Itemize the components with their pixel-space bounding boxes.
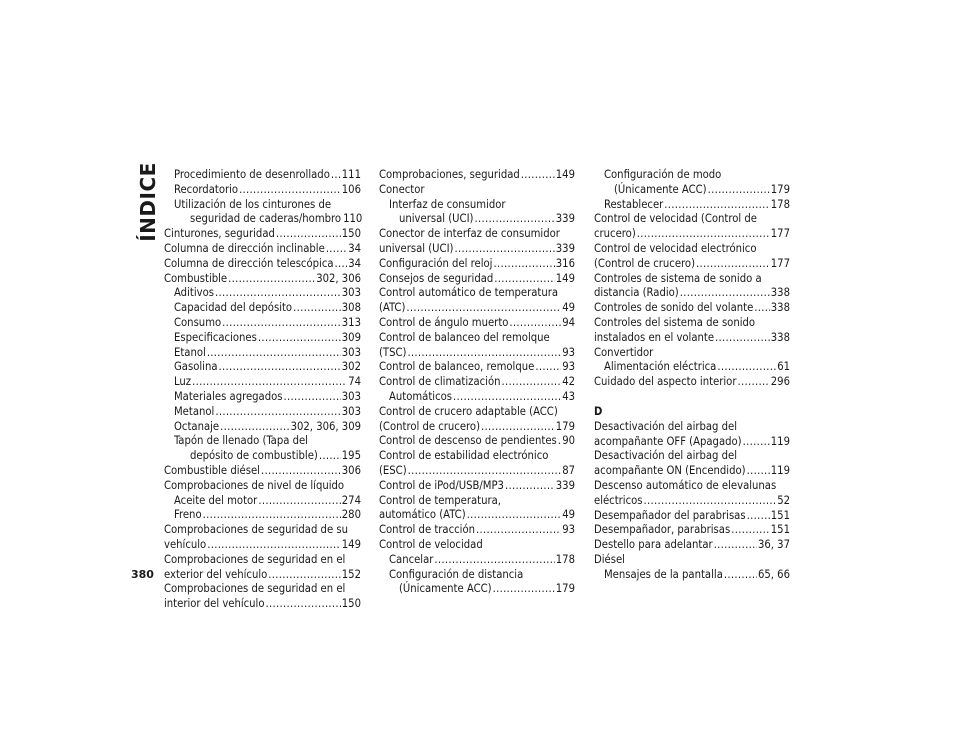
index-entry bbox=[594, 523, 790, 538]
index-entry-text: vehículo bbox=[164, 537, 207, 551]
dot-leader bbox=[754, 301, 770, 316]
dot-leader bbox=[268, 568, 340, 583]
index-entry-page: 49 bbox=[562, 301, 575, 315]
index-entry-text: Procedimiento de desenrollado bbox=[174, 168, 330, 181]
index-entry bbox=[164, 212, 361, 227]
dot-leader bbox=[535, 360, 561, 375]
index-entry-text: Control de tracción bbox=[379, 523, 475, 537]
index-entry bbox=[379, 316, 575, 331]
index-entry-page: 309 bbox=[341, 330, 361, 344]
index-entry bbox=[164, 286, 361, 301]
index-entry bbox=[594, 509, 790, 524]
index-entry-text: Comprobaciones de seguridad de su bbox=[164, 523, 348, 537]
index-entry-text: Gasolina bbox=[174, 360, 218, 374]
dot-leader bbox=[219, 360, 341, 375]
index-entry bbox=[379, 360, 575, 375]
index-entry-text: (Únicamente ACC) bbox=[614, 182, 707, 196]
dot-leader bbox=[408, 464, 562, 479]
index-entry-text: (Control de crucero) bbox=[379, 419, 481, 433]
index-entry-text: Destello para adelantar bbox=[594, 538, 713, 552]
index-entry bbox=[379, 449, 575, 464]
index-entry-page: 36, 37 bbox=[757, 538, 790, 552]
index-entry bbox=[379, 227, 575, 242]
dot-leader bbox=[319, 449, 341, 464]
index-entry bbox=[379, 168, 575, 183]
index-entry-text: Control de ángulo muerto bbox=[379, 315, 509, 329]
index-entry bbox=[379, 434, 575, 449]
index-entry-page: 280 bbox=[341, 508, 361, 522]
dot-leader bbox=[737, 375, 769, 390]
dot-leader bbox=[509, 316, 561, 331]
index-entry-text: (ESC) bbox=[379, 463, 407, 477]
index-column-3 bbox=[594, 168, 790, 583]
index-entry bbox=[379, 508, 575, 523]
dot-leader bbox=[717, 360, 776, 375]
index-entry-page: 65, 66 bbox=[757, 567, 790, 581]
index-entry bbox=[379, 420, 575, 435]
dot-leader bbox=[644, 494, 777, 509]
index-entry bbox=[164, 390, 361, 405]
page-number: 380 bbox=[131, 568, 154, 581]
index-entry bbox=[594, 449, 790, 464]
index-entry bbox=[164, 405, 361, 420]
index-entry bbox=[164, 272, 361, 287]
index-entry-text: universal (UCI) bbox=[379, 241, 454, 255]
index-entry-page: 90 bbox=[562, 434, 575, 448]
dot-leader bbox=[266, 597, 341, 612]
index-entry bbox=[379, 198, 575, 213]
index-entry-page: 93 bbox=[562, 345, 575, 359]
index-entry bbox=[164, 508, 361, 523]
index-entry bbox=[379, 286, 575, 301]
index-entry bbox=[594, 212, 790, 227]
index-entry bbox=[594, 346, 790, 361]
index-entry bbox=[379, 479, 575, 494]
index-entry-page: 149 bbox=[555, 271, 575, 285]
index-entry-page: 119 bbox=[770, 434, 790, 448]
index-entry-text: Controles de sistema de sonido a bbox=[594, 271, 762, 285]
index-entry-text: Utilización de los cinturones de bbox=[174, 197, 332, 211]
dot-leader bbox=[222, 316, 341, 331]
index-entry-text: Freno bbox=[174, 508, 202, 522]
index-entry bbox=[594, 227, 790, 242]
index-entry-page: 306 bbox=[341, 463, 361, 477]
dot-leader bbox=[228, 272, 315, 287]
index-entry-page: 177 bbox=[770, 227, 790, 241]
index-entry-page: 178 bbox=[770, 197, 790, 211]
index-entry-text: Control de balanceo del remolque bbox=[379, 330, 550, 344]
index-entry-text: Diésel bbox=[594, 552, 625, 566]
index-entry-text: Comprobaciones de nivel de líquido bbox=[164, 478, 345, 492]
index-entry bbox=[594, 375, 790, 390]
index-entry-text: Controles de sonido del volante bbox=[594, 301, 754, 315]
index-entry-text: (Control de crucero) bbox=[594, 256, 696, 270]
index-column-2 bbox=[379, 168, 575, 597]
dot-leader bbox=[714, 538, 757, 553]
index-entry-page: 313 bbox=[341, 315, 361, 329]
index-entry bbox=[164, 375, 361, 390]
index-entry-page: 195 bbox=[341, 449, 361, 463]
index-entry-text: Aditivos bbox=[174, 286, 214, 300]
index-entry bbox=[164, 360, 361, 375]
index-entry bbox=[379, 272, 575, 287]
index-entry-text: Cuidado del aspecto interior bbox=[594, 375, 737, 389]
index-entry bbox=[594, 360, 790, 375]
index-entry bbox=[379, 582, 575, 597]
index-entry-text: seguridad de caderas/hombro bbox=[190, 212, 342, 226]
dot-leader bbox=[715, 331, 770, 346]
index-entry-page: 338 bbox=[770, 330, 790, 344]
index-entry bbox=[379, 494, 575, 509]
index-entry-text: Configuración de distancia bbox=[389, 567, 524, 581]
index-entry-text: Cancelar bbox=[389, 552, 434, 566]
dot-leader bbox=[467, 508, 562, 523]
index-entry bbox=[594, 553, 790, 568]
index-entry-page: 87 bbox=[562, 463, 575, 477]
index-entry bbox=[594, 242, 790, 257]
index-entry-page: 303 bbox=[341, 345, 361, 359]
index-entry bbox=[164, 346, 361, 361]
index-entry-page: 149 bbox=[341, 537, 361, 551]
index-entry-text: interior del vehículo bbox=[164, 597, 265, 611]
dot-leader bbox=[407, 346, 561, 361]
dot-leader bbox=[747, 464, 770, 479]
index-entry-text: Recordatorio bbox=[174, 182, 239, 196]
index-entry bbox=[164, 449, 361, 464]
index-entry bbox=[594, 568, 790, 583]
index-entry bbox=[594, 272, 790, 287]
index-entry-text: Cinturones, seguridad bbox=[164, 227, 275, 241]
dot-leader bbox=[215, 405, 340, 420]
dot-leader bbox=[215, 286, 341, 301]
index-entry bbox=[379, 242, 575, 257]
index-entry-text: Mensajes de la pantalla bbox=[604, 567, 723, 581]
index-entry-page: 42 bbox=[562, 375, 575, 389]
dot-leader bbox=[493, 582, 555, 597]
dot-leader bbox=[258, 494, 340, 509]
dot-leader bbox=[476, 523, 561, 538]
index-entry-text: Comprobaciones de seguridad en el bbox=[164, 582, 346, 596]
index-entry-text: instalados en el volante bbox=[594, 330, 715, 344]
index-entry-text: Conector bbox=[379, 182, 425, 196]
index-entry-page: 93 bbox=[562, 523, 575, 537]
index-entry-text: Automáticos bbox=[389, 389, 453, 403]
index-entry-page: 308 bbox=[341, 301, 361, 315]
dot-leader bbox=[261, 464, 341, 479]
index-entry-page: 179 bbox=[555, 419, 575, 433]
index-entry-page: 74 bbox=[348, 375, 361, 389]
index-entry bbox=[164, 568, 361, 583]
dot-leader bbox=[207, 346, 341, 361]
dot-leader bbox=[747, 509, 770, 524]
index-entry-text: acompañante OFF (Apagado) bbox=[594, 434, 742, 448]
dot-leader bbox=[474, 212, 554, 227]
index-entry bbox=[594, 286, 790, 301]
index-entry-text: Luz bbox=[174, 375, 192, 389]
index-entry-text: Control de velocidad bbox=[379, 537, 483, 551]
dot-leader bbox=[521, 168, 555, 183]
index-entry-text: (ATC) bbox=[379, 301, 406, 315]
index-entry-text: Control de estabilidad electrónico bbox=[379, 449, 549, 463]
dot-leader bbox=[192, 375, 347, 390]
index-entry bbox=[379, 212, 575, 227]
index-entry bbox=[164, 331, 361, 346]
index-entry-text: distancia (Radio) bbox=[594, 286, 679, 300]
index-entry-page: 302, 306 bbox=[316, 271, 361, 285]
index-entry-page: 274 bbox=[341, 493, 361, 507]
index-entry bbox=[164, 523, 361, 538]
index-entry-page: 61 bbox=[777, 360, 790, 374]
index-entry-page: 338 bbox=[770, 301, 790, 315]
index-entry-text: Desempañador, parabrisas bbox=[594, 523, 731, 537]
index-entry-page: 179 bbox=[555, 582, 575, 596]
index-entry-text: acompañante ON (Encendido) bbox=[594, 464, 746, 478]
index-entry-page: 150 bbox=[341, 597, 361, 611]
index-entry-page: 316 bbox=[555, 256, 575, 270]
index-letter-heading bbox=[594, 405, 790, 420]
index-entry bbox=[594, 316, 790, 331]
index-entry-text: universal (UCI) bbox=[399, 212, 474, 226]
index-entry-page: 338 bbox=[770, 286, 790, 300]
index-entry-text: Desactivación del airbag del bbox=[594, 449, 738, 463]
index-entry bbox=[379, 553, 575, 568]
index-entry-page: 296 bbox=[770, 375, 790, 389]
index-entry bbox=[379, 301, 575, 316]
dot-leader bbox=[239, 183, 341, 198]
index-entry-text: Conector de interfaz de consumidor bbox=[379, 227, 560, 241]
index-entry-text: Columna de dirección telescópica bbox=[164, 256, 334, 270]
index-entry-text: (Únicamente ACC) bbox=[399, 582, 492, 596]
index-entry-text: eléctricos bbox=[594, 493, 643, 507]
dot-leader bbox=[203, 508, 341, 523]
index-entry-page: 303 bbox=[341, 286, 361, 300]
index-entry-page: 302 bbox=[341, 360, 361, 374]
index-entry-text: Desempañador del parabrisas bbox=[594, 508, 746, 522]
index-entry bbox=[379, 331, 575, 346]
index-entry bbox=[594, 198, 790, 213]
index-entry-page: 152 bbox=[341, 567, 361, 581]
index-entry-text: Combustible diésel bbox=[164, 463, 260, 477]
index-entry bbox=[164, 198, 361, 213]
dot-leader bbox=[558, 434, 561, 449]
index-entry bbox=[164, 434, 361, 449]
index-entry-page: 303 bbox=[341, 404, 361, 418]
index-entry-text: crucero) bbox=[594, 227, 636, 241]
index-entry bbox=[164, 420, 361, 435]
index-entry-page: 94 bbox=[562, 315, 575, 329]
index-entry bbox=[379, 375, 575, 390]
index-entry bbox=[164, 227, 361, 242]
index-entry-page: 52 bbox=[777, 493, 790, 507]
index-column-1 bbox=[164, 168, 361, 612]
index-entry-text: Materiales agregados bbox=[174, 389, 283, 403]
index-entry-page: 49 bbox=[562, 508, 575, 522]
dot-leader bbox=[724, 568, 757, 583]
index-entry bbox=[164, 242, 361, 257]
index-entry-page: 34 bbox=[348, 256, 361, 270]
index-entry-text: depósito de combustible) bbox=[190, 449, 318, 463]
dot-leader bbox=[331, 168, 341, 183]
index-entry-text: Combustible bbox=[164, 271, 228, 285]
index-entry bbox=[164, 168, 361, 183]
index-entry bbox=[164, 301, 361, 316]
index-entry bbox=[164, 597, 361, 612]
index-entry-page: 339 bbox=[555, 478, 575, 492]
index-entry-page: 339 bbox=[555, 212, 575, 226]
index-entry-text: Etanol bbox=[174, 345, 206, 359]
index-entry bbox=[164, 479, 361, 494]
index-gap bbox=[594, 390, 790, 405]
index-entry-page: 43 bbox=[562, 389, 575, 403]
index-entry-text: Octanaje bbox=[174, 419, 220, 433]
dot-leader bbox=[326, 242, 347, 257]
index-entry-text: Convertidor bbox=[594, 345, 654, 359]
index-entry-text: Control de velocidad electrónico bbox=[594, 241, 757, 255]
index-entry-text: Descenso automático de elevalunas bbox=[594, 478, 777, 492]
index-entry-text: automático (ATC) bbox=[379, 508, 466, 522]
index-entry-text: Configuración de modo bbox=[604, 168, 722, 181]
index-entry-text: Control de crucero adaptable (ACC) bbox=[379, 404, 558, 418]
index-entry-text: Aceite del motor bbox=[174, 493, 258, 507]
index-entry bbox=[594, 479, 790, 494]
index-entry bbox=[164, 316, 361, 331]
index-entry-page: 303 bbox=[341, 389, 361, 403]
index-entry bbox=[594, 435, 790, 450]
index-entry-text: Columna de dirección inclinable bbox=[164, 241, 325, 255]
index-entry bbox=[594, 301, 790, 316]
index-entry bbox=[594, 538, 790, 553]
dot-leader bbox=[335, 257, 348, 272]
index-entry-page: 119 bbox=[770, 464, 790, 478]
index-entry-text: Consejos de seguridad bbox=[379, 271, 494, 285]
index-entry-text: Alimentación eléctrica bbox=[604, 360, 717, 374]
index-entry-page: 177 bbox=[770, 256, 790, 270]
index-entry-page: 149 bbox=[555, 168, 575, 181]
dot-leader bbox=[258, 331, 341, 346]
index-entry-text: Controles del sistema de sonido bbox=[594, 315, 756, 329]
index-entry bbox=[379, 464, 575, 479]
dot-leader bbox=[453, 390, 561, 405]
index-entry-text: Control de climatización bbox=[379, 375, 501, 389]
index-entry-text: Desactivación del airbag del bbox=[594, 419, 738, 433]
dot-leader bbox=[505, 479, 555, 494]
dot-leader bbox=[481, 420, 555, 435]
index-entry bbox=[594, 331, 790, 346]
dot-leader bbox=[664, 198, 769, 213]
index-entry-text: Control de iPod/USB/MP3 bbox=[379, 478, 504, 492]
index-entry bbox=[594, 420, 790, 435]
dot-leader bbox=[493, 257, 554, 272]
index-entry-text: Control automático de temperatura bbox=[379, 286, 559, 300]
index-entry-text: Control de temperatura, bbox=[379, 493, 501, 507]
index-entry-text: Configuración del reloj bbox=[379, 256, 493, 270]
index-entry-page: 106 bbox=[341, 182, 361, 196]
section-title-text: ÍNDICE bbox=[136, 162, 160, 242]
index-entry bbox=[594, 494, 790, 509]
index-entry-text: D bbox=[594, 404, 603, 418]
index-entry bbox=[379, 257, 575, 272]
dot-leader bbox=[731, 523, 770, 538]
dot-leader bbox=[708, 183, 770, 198]
index-entry-text: Restablecer bbox=[604, 197, 664, 211]
dot-leader bbox=[220, 420, 289, 435]
dot-leader bbox=[406, 301, 561, 316]
index-entry bbox=[379, 183, 575, 198]
index-entry-page: 150 bbox=[341, 227, 361, 241]
index-entry-text: Especificaciones bbox=[174, 330, 257, 344]
index-entry bbox=[164, 464, 361, 479]
index-entry-page: 151 bbox=[770, 508, 790, 522]
dot-leader bbox=[696, 257, 770, 272]
index-entry-text: Consumo bbox=[174, 315, 222, 329]
index-entry-page: 111 bbox=[341, 168, 361, 181]
index-entry bbox=[164, 582, 361, 597]
index-entry bbox=[594, 168, 790, 183]
dot-leader bbox=[637, 227, 770, 242]
index-entry bbox=[379, 538, 575, 553]
dot-leader bbox=[276, 227, 341, 242]
index-entry bbox=[164, 538, 361, 553]
index-entry bbox=[164, 494, 361, 509]
index-entry bbox=[379, 346, 575, 361]
index-entry bbox=[164, 183, 361, 198]
dot-leader bbox=[207, 538, 341, 553]
index-entry bbox=[594, 257, 790, 272]
dot-leader bbox=[454, 242, 554, 257]
index-entry bbox=[594, 464, 790, 479]
index-entry-text: Control de velocidad (Control de bbox=[594, 212, 757, 226]
index-entry bbox=[379, 523, 575, 538]
index-entry-page: 178 bbox=[555, 552, 575, 566]
dot-leader bbox=[494, 272, 555, 287]
index-entry-text: Control de descenso de pendientes bbox=[379, 434, 557, 448]
index-entry-text: Comprobaciones de seguridad en el bbox=[164, 552, 346, 566]
index-entry-page: 93 bbox=[562, 360, 575, 374]
index-entry-text: Interfaz de consumidor bbox=[389, 197, 506, 211]
index-entry-text: (TSC) bbox=[379, 345, 407, 359]
index-entry-text: Metanol bbox=[174, 404, 215, 418]
index-entry bbox=[379, 568, 575, 583]
index-entry-text: Comprobaciones, seguridad bbox=[379, 168, 520, 181]
index-entry-page: 151 bbox=[770, 523, 790, 537]
index-entry-text: Control de balanceo, remolque bbox=[379, 360, 535, 374]
dot-leader bbox=[434, 553, 554, 568]
dot-leader bbox=[284, 390, 341, 405]
index-entry-page: 339 bbox=[555, 241, 575, 255]
dot-leader bbox=[680, 286, 770, 301]
index-entry-text: Tapón de llenado (Tapa del bbox=[174, 434, 308, 448]
section-title bbox=[136, 162, 160, 242]
dot-leader bbox=[743, 435, 770, 450]
index-entry bbox=[379, 390, 575, 405]
index-entry-text: Capacidad del depósito bbox=[174, 301, 293, 315]
index-entry-page: 110 bbox=[343, 212, 363, 226]
index-entry-page: 34 bbox=[348, 241, 361, 255]
index-entry bbox=[379, 405, 575, 420]
index-entry bbox=[164, 553, 361, 568]
dot-leader bbox=[502, 375, 562, 390]
index-entry-page: 179 bbox=[770, 182, 790, 196]
index-entry-text: exterior del vehículo bbox=[164, 567, 268, 581]
dot-leader bbox=[293, 301, 341, 316]
index-entry-page: 302, 306, 309 bbox=[290, 419, 361, 433]
index-entry bbox=[164, 257, 361, 272]
index-entry bbox=[594, 183, 790, 198]
